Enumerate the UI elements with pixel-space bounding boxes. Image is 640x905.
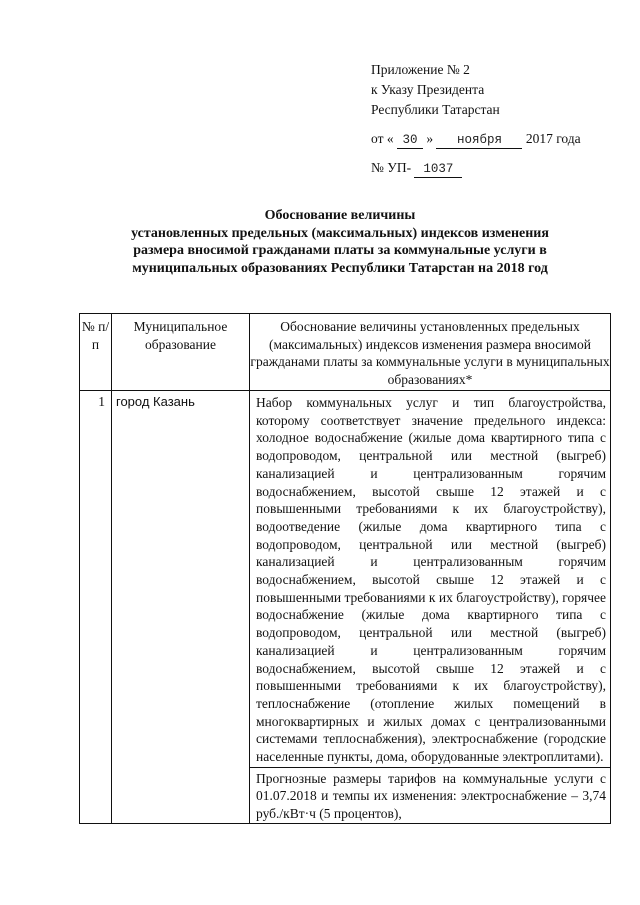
appendix-republic: Республики Татарстан bbox=[371, 102, 500, 117]
date-day: 30 bbox=[397, 133, 423, 149]
title-line-2: установленных предельных (максимальных) индексов изменения bbox=[131, 225, 549, 241]
date-month: ноября bbox=[436, 133, 522, 149]
title-line-3: размера вносимой гражданами платы за коммунальные услуги в bbox=[133, 243, 547, 258]
appendix-number: Приложение № 2 bbox=[371, 62, 470, 77]
justification-paragraph-1: Набор коммунальных услуг и тип благоустройства, которому соответствует значение предельного индекса: холодное водоснабжение (жилые дома квартирного типа с водопроводом, центральной или местной (выгреб) канализацией и централизованным горячим водоснабжением, высотой свыше 12 этажей и с повышенными требованиями к их благоустройству), водоотведение (жилые дома квартирного типа с водопроводом, центральной или местной (выгреб) канализацией и централизованным горячим водоснабжением, высотой свыше 12 этажей и с повышенными требованиями к их благоустройству), горячее водоснабжение (жилые дома квартирного типа с водопроводом, центральной или местной (выгреб) канализацией и централизованным горячим водоснабжением, высотой свыше 12 этажей и с повышенными требованиями к их благоустройству), теплоснабжение (отопление жилых помещений в многоквартирных и жилых домах с централизованными системами теплоснабжения), электроснабжение (городские населенные пункты, дома, оборудованные электроплитами). bbox=[256, 395, 606, 765]
row-justification bbox=[250, 391, 611, 824]
date-prefix: от « bbox=[371, 131, 394, 146]
number-value: 1037 bbox=[414, 162, 462, 178]
table-header-row bbox=[80, 314, 611, 391]
row-num: 1 bbox=[80, 391, 112, 824]
title-line-4: муниципальных образованиях Республики Татарстан на 2018 год bbox=[132, 260, 548, 276]
decree-date bbox=[371, 129, 621, 149]
table-row bbox=[80, 391, 611, 824]
header-num: № п/п bbox=[80, 314, 112, 391]
header-municipality: Муниципальное образование bbox=[112, 314, 250, 391]
row-municipality: город Казань bbox=[112, 391, 250, 824]
justification-paragraph-2: Прогнозные размеры тарифов на коммунальные услуги с 01.07.2018 и темпы их изменения: электроснабжение – 3,74 руб./кВт·ч (5 процентов), bbox=[256, 770, 606, 822]
decree-number bbox=[371, 158, 621, 178]
document-title bbox=[60, 207, 620, 277]
header-justification: Обоснование величины установленных предельных (максимальных) индексов изменения размера вносимой гражданами платы за коммунальные услуги в муниципальных образованиях* bbox=[250, 314, 611, 391]
date-mid: » bbox=[426, 131, 434, 146]
title-line-1: Обоснование величины bbox=[264, 208, 416, 223]
number-prefix: № УП- bbox=[371, 160, 412, 175]
appendix-reference: к Указу Президента bbox=[371, 82, 485, 97]
date-suffix: 2017 года bbox=[525, 131, 581, 146]
appendix-header bbox=[371, 60, 621, 178]
justification-table bbox=[79, 313, 611, 824]
